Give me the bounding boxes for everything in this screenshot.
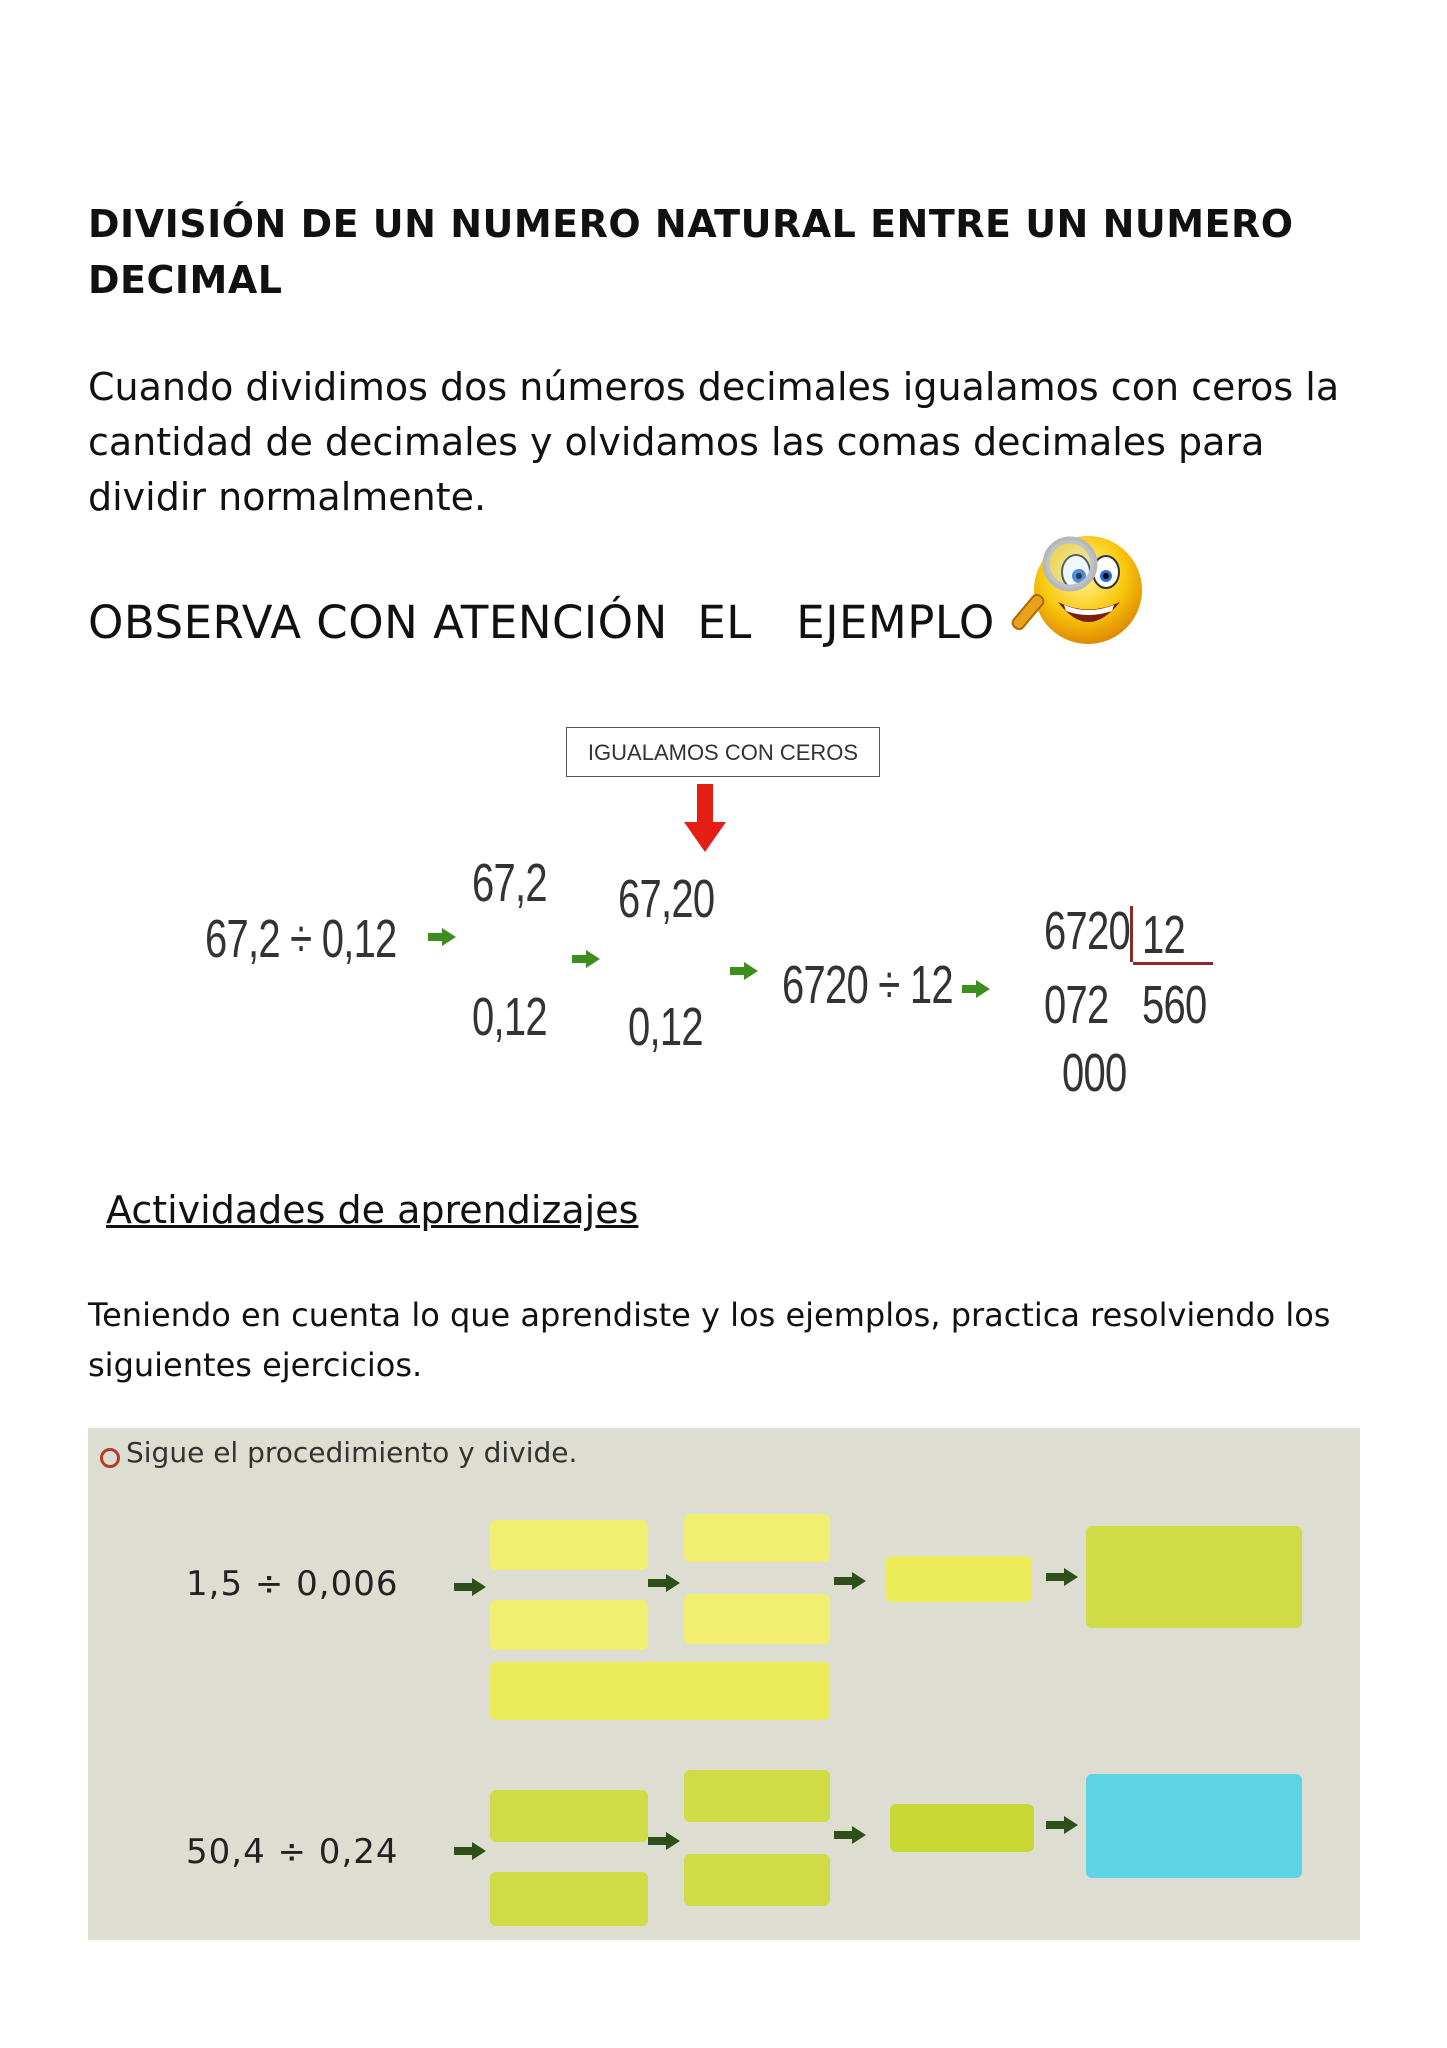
activities-text: Teniendo en cuenta lo que aprendiste y los ejemplos, practica resolviendo los siguientes ejercicios. bbox=[88, 1296, 1331, 1384]
exercise-panel bbox=[88, 1428, 1360, 1940]
answer-box[interactable] bbox=[684, 1594, 830, 1644]
remainder-2: 000 bbox=[1062, 1043, 1127, 1103]
red-down-arrow-icon bbox=[680, 784, 730, 854]
step2-top: 67,20 bbox=[618, 869, 715, 929]
green-arrow-icon bbox=[454, 1842, 486, 1860]
green-arrow-icon bbox=[1046, 1568, 1078, 1586]
answer-box[interactable] bbox=[490, 1872, 648, 1926]
step3-expression: 6720 ÷ 12 bbox=[782, 955, 953, 1015]
step1-bottom: 0,12 bbox=[472, 987, 547, 1047]
intro-paragraph: Cuando dividimos dos números decimales igualamos con ceros la cantidad de decimales y olvidamos las comas decimales para dividir normalmente. bbox=[88, 365, 1340, 519]
example-expression: 67,2 ÷ 0,12 bbox=[205, 909, 397, 969]
green-arrow-icon bbox=[648, 1574, 680, 1592]
callout-box: IGUALAMOS CON CEROS bbox=[566, 727, 880, 777]
green-arrow-icon bbox=[962, 980, 990, 998]
step1-top: 67,2 bbox=[472, 853, 547, 913]
answer-box[interactable] bbox=[684, 1854, 830, 1906]
answer-box[interactable] bbox=[490, 1790, 648, 1842]
answer-box[interactable] bbox=[886, 1556, 1032, 1602]
page-title: DIVISIÓN DE UN NUMERO NATURAL ENTRE UN NUMERO DECIMAL bbox=[88, 202, 1294, 302]
exercise-1-expression: 1,5 ÷ 0,006 bbox=[186, 1564, 399, 1604]
green-arrow-icon bbox=[1046, 1816, 1078, 1834]
exercise-2-expression: 50,4 ÷ 0,24 bbox=[186, 1832, 399, 1872]
dividend: 6720 bbox=[1044, 901, 1130, 961]
green-arrow-icon bbox=[834, 1826, 866, 1844]
answer-box-wide[interactable] bbox=[490, 1662, 830, 1720]
answer-box[interactable] bbox=[684, 1770, 830, 1822]
green-arrow-icon bbox=[428, 928, 456, 946]
remainder-1: 072 bbox=[1044, 975, 1109, 1035]
answer-box[interactable] bbox=[890, 1804, 1034, 1852]
exercise-instruction: Sigue el procedimiento y divide. bbox=[126, 1436, 578, 1469]
answer-box[interactable] bbox=[490, 1520, 648, 1570]
activities-heading: Actividades de aprendizajes bbox=[106, 1188, 639, 1232]
green-arrow-icon bbox=[648, 1832, 680, 1850]
magnifying-glass-smiley-icon bbox=[1008, 522, 1148, 652]
answer-box[interactable] bbox=[684, 1514, 830, 1562]
step2-bottom: 0,12 bbox=[628, 997, 703, 1057]
divisor: 12 bbox=[1142, 905, 1185, 965]
observe-heading: OBSERVA CON ATENCIÓN EL EJEMPLO bbox=[88, 596, 995, 649]
result-box[interactable] bbox=[1086, 1774, 1302, 1878]
quotient: 560 bbox=[1142, 975, 1207, 1035]
green-arrow-icon bbox=[454, 1578, 486, 1596]
green-arrow-icon bbox=[834, 1572, 866, 1590]
bullet-icon bbox=[100, 1448, 120, 1468]
result-box[interactable] bbox=[1086, 1526, 1302, 1628]
green-arrow-icon bbox=[572, 950, 600, 968]
green-arrow-icon bbox=[730, 962, 758, 980]
division-bracket-vertical bbox=[1130, 906, 1133, 962]
answer-box[interactable] bbox=[490, 1600, 648, 1650]
